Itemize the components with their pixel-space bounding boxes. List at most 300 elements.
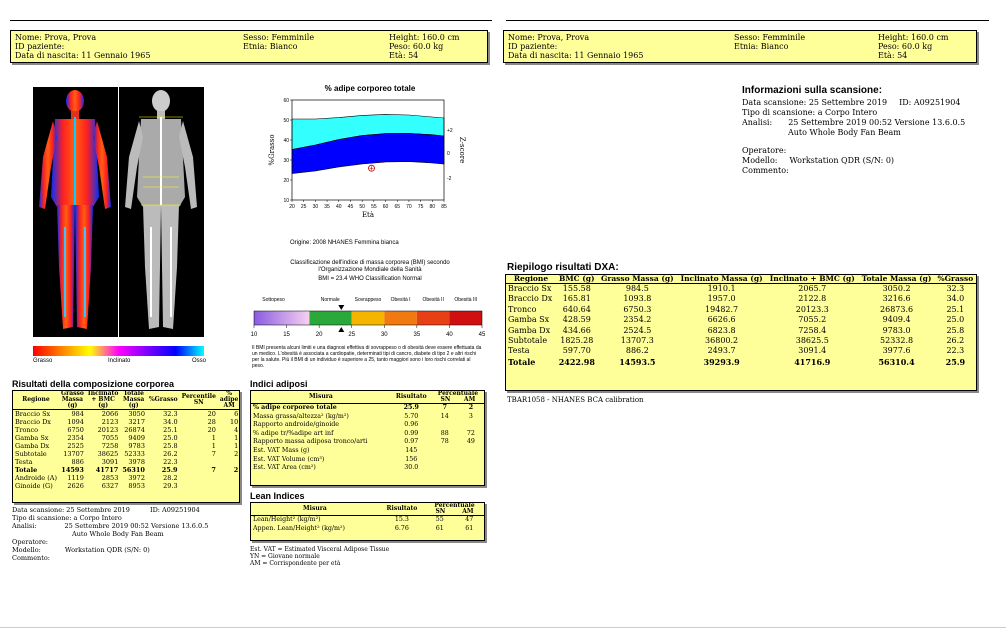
analysis-label: Analisi:	[12, 522, 37, 530]
table-cell: Est. VAT Area (cm²)	[253, 464, 316, 472]
table-cell: 2122.8	[798, 294, 827, 304]
table-cell: 984	[71, 410, 84, 418]
table-cell: 7055	[101, 434, 119, 442]
table-cell: 25.1	[946, 304, 965, 314]
patient-ethnicity: Etnia: Bianco	[243, 42, 298, 51]
composition-table-box	[12, 390, 240, 503]
patient-name: Nome: Prova, Prova	[15, 33, 97, 42]
table-cell: 25.0	[163, 434, 178, 442]
table-cell: 14	[440, 412, 449, 420]
table-cell: 1825.28	[560, 336, 594, 346]
composition-table	[13, 391, 240, 490]
table-cell: % adipe tr/%adipe art inf	[253, 429, 334, 437]
table-cell: 6626.6	[707, 315, 736, 325]
chart-title: % adipe corporeo totale	[324, 84, 416, 93]
x-tick-label: 45	[347, 204, 354, 210]
table-cell: 2626	[67, 482, 84, 490]
x-tick-label: 55	[371, 204, 377, 210]
column-header: Risultato	[379, 503, 425, 516]
table-row	[13, 466, 240, 474]
table-cell: 6327	[101, 482, 119, 490]
percentile-header: Percentuale	[434, 502, 475, 509]
table-cell	[432, 421, 458, 430]
scan-type: Tipo di scansione: a Corpo Intero	[742, 108, 878, 117]
table-cell: 22.3	[946, 346, 965, 356]
table-cell: 6823.8	[707, 325, 736, 335]
table-cell: 34.0	[163, 418, 178, 426]
table-cell: Tronco	[15, 426, 39, 434]
table-cell: 7258	[101, 442, 119, 450]
table-cell: 156	[405, 455, 418, 463]
analysis-value: 25 Settembre 2019 00:52 Versione 13.6.0.5	[64, 522, 209, 530]
comment-label: Commento:	[12, 554, 50, 562]
table-cell: 41716.9	[794, 356, 831, 367]
table-cell: 88	[440, 429, 449, 437]
bmi-band	[417, 311, 450, 325]
table-cell: 155.58	[562, 284, 591, 293]
table-cell: 9409.4	[882, 315, 911, 325]
comment-label: Commento:	[742, 166, 789, 175]
table-cell: 1	[234, 434, 239, 442]
patient-ethnicity: Etnia: Bianco	[734, 42, 789, 51]
table-cell: 1957.0	[707, 294, 736, 304]
table-cell: 0.99	[404, 429, 419, 437]
table-cell: Braccio Dx	[15, 418, 51, 426]
table-cell	[180, 458, 218, 466]
patient-age: Età: 54	[389, 51, 419, 60]
z-axis-label: Z-score	[458, 136, 466, 164]
table-cell: 1	[234, 442, 239, 450]
patient-weight: Peso: 60.0 kg	[878, 42, 933, 51]
chart-origin-caption: Origine: 2008 NHANES Femmina bianca	[290, 240, 399, 246]
table-cell	[180, 474, 218, 482]
table-row	[13, 458, 240, 466]
bmi-tick-label: 15	[283, 332, 290, 338]
table-cell: 52332.8	[880, 336, 914, 346]
table-row	[506, 357, 976, 367]
column-header: Totale Massa (g)	[858, 275, 934, 284]
table-row	[13, 442, 240, 450]
table-row	[13, 410, 240, 419]
table-cell: 3091.4	[798, 346, 827, 356]
table-cell: 1	[211, 434, 216, 442]
table-cell: 25.9	[945, 356, 966, 367]
table-cell: 0.96	[404, 421, 419, 429]
patient-height: Height: 160.0 cm	[389, 33, 460, 42]
table-cell: 26.2	[946, 336, 965, 346]
table-cell: 14593.5	[619, 356, 656, 367]
bmi-marker-bottom	[338, 327, 344, 332]
column-header: BMC (g)	[556, 275, 598, 284]
x-tick-label: 65	[394, 204, 401, 210]
table-cell: 886	[71, 458, 84, 466]
column-header: Misura	[251, 503, 379, 516]
table-cell: Est. VAT Mass (g)	[253, 446, 310, 454]
bmi-tick-label: 40	[446, 332, 453, 338]
table-cell: 39293.9	[703, 356, 740, 367]
table-cell: 20	[207, 410, 216, 418]
table-cell: 9783	[128, 442, 145, 450]
table-cell: Ginoide (G)	[15, 482, 53, 490]
table-row	[506, 326, 976, 336]
table-row	[506, 336, 976, 346]
am-header: AM	[463, 396, 476, 403]
table-row	[506, 346, 976, 356]
table-header-row	[251, 391, 484, 404]
y-tick-label: 20	[283, 178, 289, 184]
table-cell: 47	[465, 516, 474, 523]
lean-table	[251, 503, 484, 533]
bmi-note: Il BMI presenta alcuni limiti e una diagnosi effettiva di sovrappeso o di obesità deve essere effettuata da un medico. L'obesità è associata a cardiopatie, determinati tipi di cancro, diabete di tipo 2 e altri rischi per la salute. Più il BMI di un individuo è superiore a 25, tanto maggiori sono i loro rischi correlati al peso.	[252, 345, 482, 369]
table-cell: 13707.3	[620, 336, 654, 346]
bmi-tick-label: 25	[348, 332, 356, 338]
patient-weight: Peso: 60.0 kg	[389, 42, 444, 51]
composition-title: Risultati della composizione corporea	[12, 379, 175, 389]
table-cell: 61	[435, 524, 444, 532]
footnote: Est. VAT = Estimated Visceral Adipose Tissue	[250, 546, 390, 553]
adiposity-table	[251, 391, 484, 473]
table-cell: 3050	[128, 410, 145, 418]
patient-header-left	[10, 30, 488, 63]
table-cell: 3216.6	[882, 294, 911, 304]
table-cell: 61	[465, 524, 474, 532]
table-cell: 3217	[128, 418, 145, 426]
table-cell: 7	[211, 450, 216, 458]
table-cell: 145	[405, 446, 418, 454]
y-tick-label: 10	[283, 198, 289, 204]
bmi-category-label: Sovrappeso	[354, 297, 382, 303]
table-cell: 20123	[97, 426, 119, 434]
adiposity-title: Indici adiposi	[250, 379, 308, 389]
x-tick-label: 35	[324, 204, 330, 210]
x-tick-label: 40	[335, 204, 342, 210]
table-header-row	[251, 503, 484, 516]
percentile-subheaders	[427, 509, 482, 515]
table-cell: 2853	[101, 474, 119, 482]
table-row	[251, 404, 484, 413]
x-tick-label: 25	[300, 204, 307, 210]
patient-age: Età: 54	[878, 51, 908, 60]
x-tick-label: 85	[441, 204, 447, 210]
bmi-title: Classificazione dell'indice di massa corporea (BMI) secondo l'Organizzazione Mondiale della Sanità	[290, 260, 450, 273]
legend-lean-label: Inclinato	[108, 358, 131, 364]
bmi-band	[352, 311, 385, 325]
column-header: Regione	[506, 275, 556, 284]
table-cell: 41717	[95, 466, 119, 474]
table-header-row	[506, 275, 976, 284]
y-tick-label: 50	[283, 118, 289, 124]
table-cell: 3978	[128, 458, 145, 466]
table-cell: 0.97	[404, 438, 419, 446]
z-tick-label: -2	[447, 176, 452, 182]
table-cell	[218, 482, 240, 490]
analysis-value: 25 Settembre 2019 00:52 Versione 13.6.0.5	[788, 118, 966, 127]
table-cell: Gamba Sx	[15, 434, 49, 442]
operator-label: Operatore:	[742, 146, 787, 155]
y-tick-label: 30	[283, 158, 289, 164]
table-row	[251, 464, 484, 473]
scan-type: Tipo di scansione: a Corpo Intero	[12, 514, 122, 522]
bottom-rule	[0, 627, 1006, 628]
table-cell: 20	[207, 426, 216, 434]
table-cell: 2354	[67, 434, 84, 442]
table-cell: 32.3	[946, 284, 965, 293]
table-cell: 36800.2	[705, 336, 739, 346]
bmi-category-label: Sottopeso	[262, 297, 285, 303]
table-cell: Testa	[508, 346, 530, 356]
table-cell: 7	[211, 466, 216, 474]
footnotes	[250, 546, 389, 567]
table-cell: 25.8	[946, 325, 965, 335]
x-tick-label: 30	[312, 204, 319, 210]
table-cell: 28.2	[163, 474, 178, 482]
percentile-subheaders	[434, 397, 482, 403]
table-cell: 26873.6	[880, 304, 914, 314]
bmi-tick-label: 45	[478, 332, 486, 338]
bmi-category-label: Obesità II	[422, 297, 444, 303]
table-row	[251, 456, 484, 465]
table-header-row	[13, 391, 240, 410]
lean-table-box	[250, 502, 485, 541]
table-cell: Totale	[15, 466, 38, 474]
table-cell: Braccio Dx	[508, 294, 553, 304]
adiposity-table-box	[250, 390, 485, 486]
table-cell: 9783.0	[882, 325, 911, 335]
table-cell: 2066	[101, 410, 119, 418]
table-cell: % adipe corporeo totale	[253, 404, 337, 411]
table-cell	[458, 421, 484, 430]
scan-info-left	[12, 506, 242, 562]
table-cell: 6	[234, 410, 239, 418]
table-cell: 28	[207, 418, 216, 426]
patient-sex: Sesso: Femminile	[734, 33, 806, 42]
bmi-tick-label: 35	[413, 332, 421, 338]
patient-dob: Data di nascita: 11 Gennaio 1965	[15, 51, 151, 60]
body-scan-color-image	[33, 87, 118, 337]
table-cell: 14593	[61, 466, 84, 474]
table-cell: Subtotale	[15, 450, 47, 458]
table-cell: 25.9	[403, 404, 419, 411]
table-cell: 6750.3	[623, 304, 652, 314]
patient-height: Height: 160.0 cm	[878, 33, 949, 42]
table-row	[506, 315, 976, 325]
table-cell	[458, 456, 484, 465]
bmi-band	[449, 311, 482, 325]
table-cell: 72	[466, 429, 475, 437]
column-header: %Grasso	[147, 391, 180, 410]
table-cell: 1093.8	[623, 294, 652, 304]
table-cell: 25.0	[946, 315, 965, 325]
patient-name: Nome: Prova, Prova	[508, 33, 590, 42]
table-cell: 2354.2	[623, 315, 652, 325]
table-row	[13, 450, 240, 458]
table-row	[13, 434, 240, 442]
table-cell: 984.5	[625, 284, 649, 293]
table-cell: 3050.2	[882, 284, 911, 293]
x-tick-label: 50	[359, 204, 365, 210]
y-axis-label: %Grasso	[268, 134, 276, 166]
table-cell: 52333	[124, 450, 145, 458]
bmi-tick-label: 30	[380, 332, 388, 338]
x-tick-label: 60	[382, 204, 389, 210]
table-cell: 2524.5	[623, 325, 652, 335]
table-cell: 2065.7	[798, 284, 827, 293]
dxa-table-box	[505, 274, 977, 391]
table-cell: 30.0	[404, 464, 419, 472]
table-cell: 38625	[97, 450, 119, 458]
table-cell: 26874	[124, 426, 145, 434]
table-cell: 20123.3	[795, 304, 829, 314]
tissue-color-legend-bar	[33, 346, 204, 356]
bmi-band	[309, 311, 351, 325]
table-cell: 5.70	[404, 412, 419, 420]
bmi-band	[384, 311, 417, 325]
table-cell: 3977.6	[882, 346, 911, 356]
table-cell: 886.2	[625, 346, 649, 356]
table-cell: Androide (A)	[15, 474, 57, 482]
table-row	[13, 482, 240, 490]
table-row	[251, 516, 484, 525]
table-cell: 25.1	[163, 426, 178, 434]
table-cell: 29.3	[163, 482, 178, 490]
table-row	[251, 413, 484, 422]
legend-fat-label: Grasso	[33, 358, 53, 364]
patient-header-right	[503, 30, 977, 63]
table-cell: Appen. Lean/Height² (kg/m²)	[253, 524, 345, 532]
table-cell: 26.2	[163, 450, 178, 458]
table-row	[13, 474, 240, 482]
bmi-tick-label: 20	[315, 332, 323, 338]
x-axis-label: Età	[361, 211, 375, 219]
table-cell: 6750	[67, 426, 84, 434]
footnote: YN = Giovane normale	[250, 553, 320, 560]
column-header: %Grasso	[935, 275, 976, 284]
top-rule-left	[10, 20, 492, 21]
model-label: Modello:	[742, 156, 778, 165]
table-cell: Braccio Sx	[15, 410, 51, 418]
table-row	[251, 525, 484, 534]
bmi-category-label: Obesità III	[454, 297, 478, 303]
table-cell: 19482.7	[705, 304, 739, 314]
bmi-marker-top	[338, 305, 344, 310]
patient-sex: Sesso: Femminile	[243, 33, 315, 42]
column-header: Risultato	[391, 391, 432, 404]
calibration-note: TBAR1058 - NHANES BCA calibration	[507, 396, 644, 404]
analysis-mode: Auto Whole Body Fan Beam	[72, 530, 164, 538]
patient-id: ID paziente:	[15, 42, 65, 51]
table-cell: 1119	[67, 474, 84, 482]
table-cell: Gamba Sx	[508, 315, 550, 325]
column-header: Percentile SN	[180, 391, 218, 410]
table-cell: 434.66	[562, 325, 591, 335]
scan-id: ID: A09251904	[899, 98, 961, 107]
table-cell: Rapporto massa adiposa tronco/arti	[253, 438, 368, 446]
table-cell	[432, 456, 458, 465]
scan-date: Data scansione: 25 Settembre 2019	[742, 98, 888, 107]
sn-header: SN	[435, 508, 446, 515]
percentile-header: Percentuale	[437, 390, 479, 397]
table-row	[251, 447, 484, 456]
scan-id: ID: A09251904	[150, 506, 200, 514]
table-row	[251, 421, 484, 430]
table-cell: 15.3	[394, 516, 409, 523]
table-row	[251, 438, 484, 447]
table-cell: 1910.1	[707, 284, 736, 293]
table-cell: 25.9	[161, 466, 178, 474]
column-header: % adipe AM	[219, 390, 239, 409]
lean-title: Lean Indices	[250, 491, 305, 501]
top-rule-right	[506, 20, 989, 21]
x-tick-label: 80	[429, 204, 436, 210]
table-cell: 8953	[128, 482, 145, 490]
table-cell: 2493.7	[707, 346, 736, 356]
bmi-value-text: BMI = 23.4 WHO Classification Normal	[318, 276, 422, 282]
bmi-category-label: Normale	[320, 297, 340, 303]
table-cell: 13707	[63, 450, 84, 458]
table-cell	[432, 464, 458, 473]
table-cell: 7258.4	[798, 325, 827, 335]
column-header	[425, 503, 484, 516]
column-header: Grasso Massa (g)	[60, 390, 84, 409]
analysis-label: Analisi:	[742, 118, 773, 127]
column-header: Inclinato + BMC (g)	[766, 275, 858, 284]
table-cell: Tronco	[508, 304, 537, 314]
table-row	[506, 305, 976, 315]
table-cell: 22.3	[163, 458, 178, 466]
table-row	[506, 294, 976, 304]
table-cell: 10	[230, 418, 239, 426]
sn-header: SN	[440, 396, 451, 403]
table-cell: Gamba Dx	[15, 442, 50, 450]
table-cell: 55	[435, 516, 444, 523]
table-cell: 7	[442, 404, 447, 411]
table-cell: 640.64	[562, 304, 591, 314]
scan-info-right	[742, 98, 982, 176]
column-header	[432, 391, 484, 404]
table-cell: 597.70	[562, 346, 591, 356]
table-cell: 1	[211, 442, 216, 450]
table-cell: 56310.4	[878, 356, 915, 367]
am-header: AM	[462, 508, 474, 515]
table-cell: Lean/Height² (kg/m²)	[253, 516, 321, 523]
column-header: Totale Massa (g)	[120, 391, 147, 410]
table-cell: Gamba Dx	[508, 325, 551, 335]
table-cell: 56310	[122, 466, 145, 474]
column-header: Misura	[251, 391, 391, 404]
patient-dob: Data di nascita: 11 Gennaio 1965	[508, 51, 644, 60]
table-row	[506, 284, 976, 295]
column-header: Grasso Massa (g)	[598, 275, 677, 284]
table-cell	[218, 458, 240, 466]
table-cell: 32.3	[163, 410, 178, 418]
table-cell	[218, 474, 240, 482]
z-tick-label: +2	[447, 128, 453, 134]
table-cell: 38625.5	[795, 336, 829, 346]
dxa-title: Riepilogo risultati DXA:	[507, 262, 619, 273]
table-cell: Est. VAT Volume (cm³)	[253, 455, 325, 463]
table-cell: Braccio Sx	[508, 284, 552, 293]
table-cell: Testa	[15, 458, 33, 466]
x-tick-label: 20	[289, 204, 295, 210]
analysis-mode: Auto Whole Body Fan Beam	[788, 128, 901, 137]
y-tick-label: 40	[283, 138, 289, 144]
table-cell: 165.81	[562, 294, 591, 304]
table-cell: 25.8	[163, 442, 178, 450]
table-cell	[458, 464, 484, 473]
table-cell: Rapporto androide/ginoide	[253, 421, 340, 429]
column-header: Regione	[13, 391, 59, 410]
body-scan-grey-image	[119, 87, 204, 337]
